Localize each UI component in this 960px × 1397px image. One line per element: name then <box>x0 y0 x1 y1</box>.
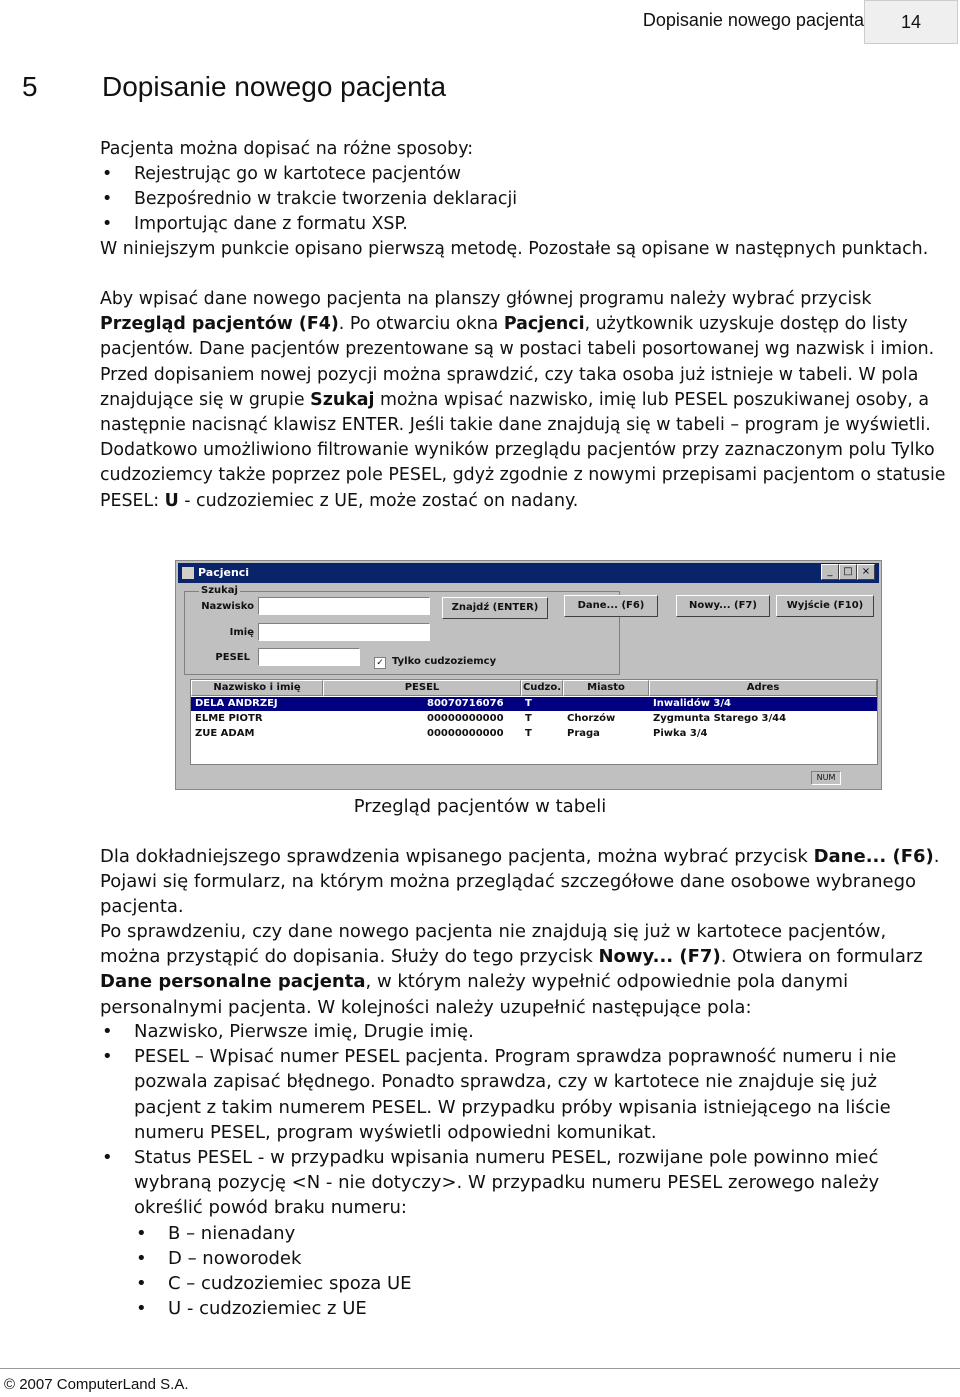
list-item <box>100 1145 949 1321</box>
text-run: . Otwiera on formularz <box>720 946 923 968</box>
list-item: • Importując dane z formatu XSP. <box>100 212 517 237</box>
cell-foreign: T <box>525 698 532 709</box>
cell-name: ELME PIOTR <box>195 713 263 724</box>
methods-list <box>100 162 517 238</box>
footer-copyright: © 2007 ComputerLand S.A. <box>4 1376 189 1393</box>
window-title: Pacjenci <box>198 566 250 579</box>
cell-pesel: 00000000000 <box>427 728 504 739</box>
button-ref-dane: Dane... (F6) <box>813 846 934 867</box>
header-title: Dopisanie nowego pacjenta <box>642 10 864 30</box>
button-ref-przeglad: Przegląd pacjentów (F4) <box>100 314 339 335</box>
window-titlebar <box>178 563 879 583</box>
page-header <box>0 0 960 44</box>
pesel-label: PESEL <box>215 652 250 663</box>
status-ref-u: U <box>164 490 179 511</box>
pesel-field[interactable] <box>258 648 360 666</box>
exit-button[interactable]: Wyjście (F10) <box>776 595 874 617</box>
table-row[interactable] <box>191 712 877 726</box>
column-header[interactable]: Adres <box>649 680 877 696</box>
first-name-label: Imię <box>229 627 254 638</box>
paragraph-adding <box>100 919 948 1020</box>
intro-text: Pacjenta można dopisać na różne sposoby: <box>100 139 474 159</box>
minimize-icon[interactable]: _ <box>821 564 839 580</box>
first-name-field[interactable] <box>258 623 430 641</box>
column-header[interactable]: Cudzo. <box>521 680 563 696</box>
cell-pesel: 00000000000 <box>427 713 504 724</box>
cell-address: Inwalidów 3/4 <box>653 698 731 709</box>
paragraph-methods: W niniejszym punkcie opisano pierwszą metodę. Pozostałe są opisane w następnych punktach. <box>100 239 929 259</box>
text-run: Po sprawdzeniu, czy dane nowego pacjenta nie znajdują się już w kartotece pacjentów, można przystąpić do dopisania. Służy do tego przycisk <box>100 921 887 968</box>
pacjenci-window-screenshot <box>175 560 882 790</box>
new-button[interactable]: Nowy... (F7) <box>676 595 770 617</box>
text-run: . Po otwarciu okna <box>338 314 504 335</box>
cell-address: Piwka 3/4 <box>653 728 708 739</box>
window-ref-pacjenci: Pacjenci <box>503 314 585 335</box>
num-lock-indicator: NUM <box>811 771 841 785</box>
close-icon[interactable]: × <box>857 564 875 580</box>
surname-label: Nazwisko <box>201 601 254 612</box>
cell-city: Praga <box>567 728 600 739</box>
text-run: Dla dokładniejszego sprawdzenia wpisanego pacjenta, można wybrać przycisk <box>100 846 814 867</box>
list-item: • B – nienadany <box>134 1221 960 1246</box>
list-item: • D – noworodek <box>134 1246 960 1271</box>
text-run: Aby wpisać dane nowego pacjenta na planszy głównej programu należy wybrać przycisk <box>100 289 872 309</box>
reasons-list <box>134 1221 949 1322</box>
text-run: . Pojawi się formularz, na którym można przeglądać szczegółowe dane osobowe wybranego pacjenta. <box>100 846 940 918</box>
footer-divider <box>0 1368 960 1369</box>
search-group-label: Szukaj <box>201 585 238 596</box>
paragraph-instructions <box>100 287 948 514</box>
cell-foreign: T <box>525 728 532 739</box>
section-number: 5 <box>22 71 38 102</box>
fields-list <box>100 1019 949 1321</box>
section-title: Dopisanie nowego pacjenta <box>102 71 447 102</box>
text-run: można wpisać nazwisko, imię lub PESEL poszukiwanej osoby, a następnie nacisnąć klawisz ENTER. Jeśli takie dane znajdują się w tabeli – program je wyświetli. Dodatkowo umożliwiono filtrowanie wyników przeglądu pacjentów przy zaznaczonym polu Tylko cudzoziemcy także poprzez pole PESEL, gdyż zgodnie z nowymi przepisami pacjentom o statusie PESEL: <box>100 389 946 511</box>
maximize-icon[interactable]: □ <box>839 564 857 580</box>
group-ref-szukaj: Szukaj <box>310 389 375 410</box>
table-row[interactable] <box>191 697 877 711</box>
list-item-text: Status PESEL - w przypadku wpisania numeru PESEL, rozwijane pole powinno mieć wybraną pozycję <N - nie dotyczy>. W przypadku numeru PESEL zerowego należy określić powód braku numeru: <box>134 1147 880 1219</box>
list-item: • PESEL – Wpisać numer PESEL pacjenta. Program sprawdza poprawność numeru i nie pozwala zapisać błędnego. Ponadto sprawdza, czy w kartotece nie znajduje się już pacjent z takim numerem PESEL. W przypadku próby wpisania istniejącego na liście numeru PESEL, program wyświetli odpowiedni komunikat. <box>100 1044 949 1145</box>
find-button[interactable]: Znajdź (ENTER) <box>442 597 548 619</box>
cell-city: Chorzów <box>567 713 616 724</box>
list-item: • C – cudzoziemiec spoza UE <box>134 1271 960 1296</box>
table-row[interactable] <box>191 727 877 741</box>
list-item: • U - cudzoziemiec z UE <box>134 1296 960 1321</box>
app-icon <box>182 567 194 579</box>
column-header[interactable]: Miasto <box>563 680 649 696</box>
text-run: , w którym należy wypełnić odpowiednie pola danymi personalnymi pacjenta. W kolejności należy uzupełnić następujące pola: <box>100 971 849 1018</box>
foreigners-checkbox[interactable]: ✓ <box>374 657 386 669</box>
cell-name: ZUE ADAM <box>195 728 255 739</box>
text-run: , użytkownik uzyskuje dostęp do listy pacjentów. Dane pacjentów prezentowane są w postaci tabeli posortowanej wg nazwisk i imion. Przed dopisaniem nowej pozycji można sprawdzić, czy taka osoba już istnieje w tabeli. W pola znajdujące się w grupie <box>100 314 935 410</box>
surname-field[interactable] <box>258 597 430 615</box>
list-item: • Nazwisko, Pierwsze imię, Drugie imię. <box>100 1019 949 1044</box>
figure-caption: Przegląd pacjentów w tabeli <box>353 796 607 817</box>
column-header[interactable]: PESEL <box>323 680 521 696</box>
cell-name: DELA ANDRZEJ <box>195 698 278 709</box>
details-button[interactable]: Dane... (F6) <box>564 595 658 617</box>
cell-foreign: T <box>525 713 532 724</box>
foreigners-label: Tylko cudzoziemcy <box>392 656 497 667</box>
form-ref-dane-personalne: Dane personalne pacjenta <box>100 971 366 993</box>
patients-table <box>190 679 878 765</box>
column-header[interactable]: Nazwisko i imię <box>191 680 323 696</box>
cell-pesel: 80070716076 <box>427 698 504 709</box>
list-item: • Rejestrując go w kartotece pacjentów <box>100 162 517 187</box>
list-item: • Bezpośrednio w trakcie tworzenia deklaracji <box>100 187 517 212</box>
button-ref-nowy: Nowy... (F7) <box>598 946 721 968</box>
cell-address: Zygmunta Starego 3/44 <box>653 713 787 724</box>
paragraph-details <box>100 844 948 920</box>
text-run: - cudzoziemiec z UE, może zostać on nadany. <box>178 490 579 511</box>
section-heading <box>22 71 446 103</box>
page-number: 14 <box>864 0 958 44</box>
